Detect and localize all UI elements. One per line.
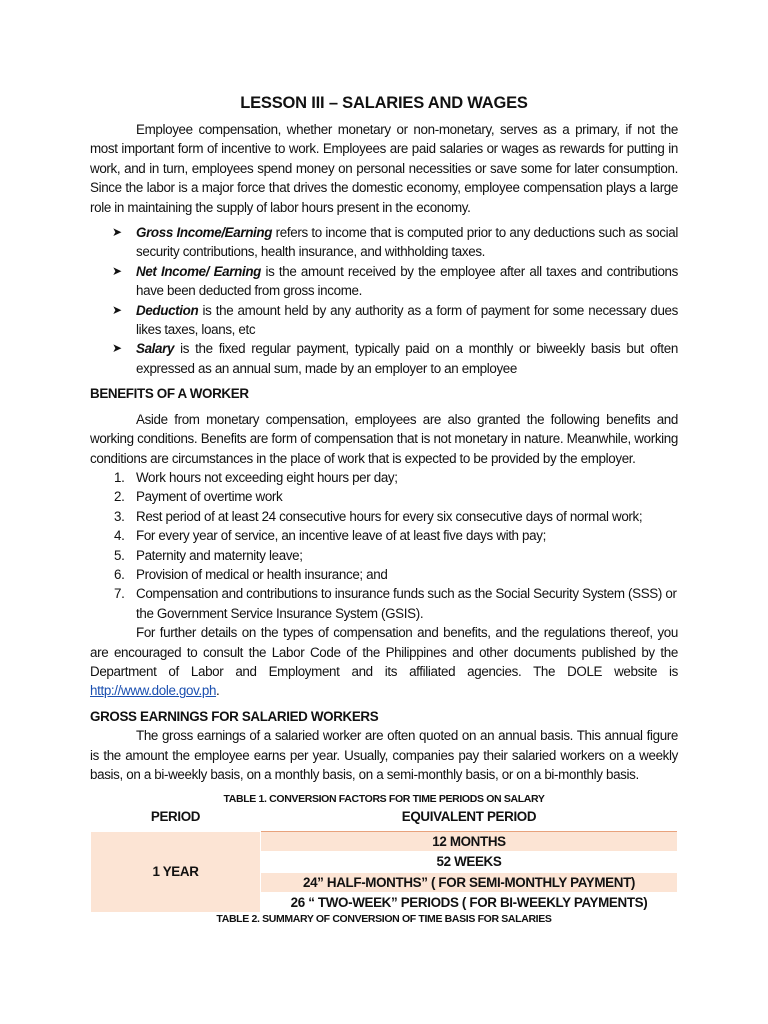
- definition-text: is the amount held by any authority as a form of payment for some necessary dues likes taxes, loans, etc: [136, 302, 678, 338]
- definition-text: is the amount received by the employee after all taxes and contributions have been deducted from gross income.: [136, 263, 678, 299]
- list-item: 1. Work hours not exceeding eight hours per day;: [114, 469, 398, 485]
- table-row: [91, 831, 678, 851]
- column-header-equivalent: EQUIVALENT PERIOD: [401, 809, 537, 825]
- conversion-table: [90, 806, 678, 913]
- dole-website-link[interactable]: http://www.dole.gov.ph: [90, 683, 217, 699]
- equivalent-cell: 12 MONTHS: [261, 831, 678, 851]
- arrow-bullet-icon: ➤: [112, 225, 122, 240]
- gross-earnings-heading: GROSS EARNINGS FOR SALARIED WORKERS: [90, 708, 379, 724]
- list-item: 5. Paternity and maternity leave;: [114, 547, 303, 563]
- definition-item: [90, 223, 678, 262]
- definition-item: [90, 262, 678, 301]
- equivalent-cell: 52 WEEKS: [261, 852, 678, 872]
- definition-item: [90, 301, 678, 340]
- definitions-list: [90, 223, 678, 378]
- list-item: 3. Rest period of at least 24 consecutive hours for every six consecutive days of normal work;: [114, 508, 643, 524]
- definition-text: is the fixed regular payment, typically paid on a monthly or biweekly basis but often expressed as an annual sum, made by an employer to an employee: [136, 341, 678, 376]
- gross-earnings-paragraph: The gross earnings of a salaried worker are often quoted on an annual basis. This annual figure is the amount the employee earns per year. Usually, companies pay their salaried workers on a weekly basis, on a bi-weekly basis, on a monthly basis, on a semi-monthly basis, or on a bi-monthly basis.: [90, 728, 678, 782]
- benefits-list: [90, 468, 678, 623]
- list-item: 6. Provision of medical or health insurance; and: [114, 566, 388, 582]
- arrow-bullet-icon: ➤: [112, 263, 122, 278]
- arrow-bullet-icon: ➤: [112, 341, 122, 356]
- table1-caption: TABLE 1. CONVERSION FACTORS FOR TIME PERIODS ON SALARY: [223, 793, 545, 806]
- definition-term: Deduction: [136, 302, 199, 318]
- list-item: 7. Compensation and contributions to insurance funds such as the Social Security System (SSS) or the Government Service Insurance System (GSIS).: [114, 586, 677, 621]
- definition-term: Gross Income/Earning: [136, 225, 273, 241]
- intro-paragraph: Employee compensation, whether monetary or non-monetary, serves as a primary, if not the most important form of incentive to work. Employees are paid salaries or wages as rewards for putting in work, and in turn, employees spend money on personal necessities or save some for later consumption. Since the labor is a major force that drives the domestic economy, employee compensation plays a large role in maintaining the supply of labor hours present in the economy.: [90, 122, 678, 215]
- definition-term: Salary: [136, 341, 175, 357]
- equivalent-cell: 26 “ TWO-WEEK” PERIODS ( FOR BI-WEEKLY PAYMENTS): [261, 893, 678, 913]
- definition-text: refers to income that is computed prior to any deductions such as social security contributions, health insurance, and withholding taxes.: [136, 225, 679, 260]
- page-title: LESSON III – SALARIES AND WAGES: [240, 94, 528, 112]
- equivalent-cell: 24” HALF-MONTHS” ( FOR SEMI-MONTHLY PAYMENT): [261, 872, 678, 892]
- table2-caption: TABLE 2. SUMMARY OF CONVERSION OF TIME BASIS FOR SALARIES: [216, 913, 552, 926]
- arrow-bullet-icon: ➤: [112, 302, 122, 317]
- column-header-period: PERIOD: [150, 809, 201, 825]
- list-item: 2. Payment of overtime work: [114, 489, 283, 505]
- definition-item: [90, 339, 678, 378]
- period-cell: 1 YEAR: [91, 831, 261, 913]
- benefits-intro: Aside from monetary compensation, employees are also granted the following benefits and working conditions. Benefits are form of compensation that is not monetary in nature. Meanwhile, working conditions are circumstances in the place of work that is expected to be provided by the employer.: [90, 411, 678, 466]
- list-item: 4. For every year of service, an incentive leave of at least five days with pay;: [114, 528, 546, 544]
- benefits-heading: BENEFITS OF A WORKER: [90, 386, 249, 402]
- definition-term: Net Income/ Earning: [136, 263, 261, 279]
- details-paragraph: For further details on the types of compensation and benefits, and the regulations thereof, you are encouraged to consult the Labor Code of the Philippines and other documents published by the Department of Labor and Employment and its affiliated agencies. The DOLE website is http://www.dole.gov.ph.: [90, 625, 678, 699]
